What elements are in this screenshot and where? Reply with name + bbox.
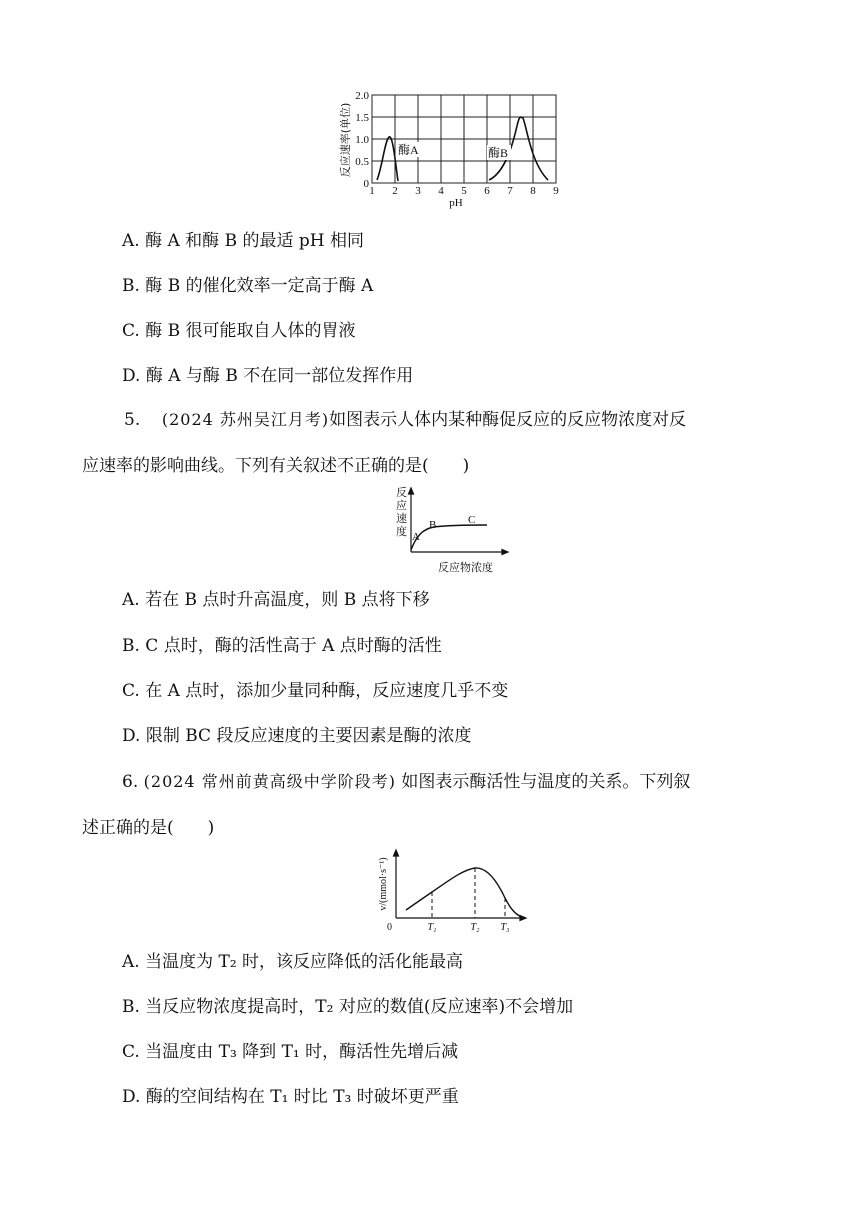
q4-option-c[interactable]: C. 酶 B 很可能取自人体的胃液	[122, 321, 356, 341]
x-tick-labels	[369, 185, 559, 197]
xtick: 9	[553, 185, 559, 197]
xtick: 4	[438, 185, 444, 197]
point-c-label: C	[468, 514, 476, 526]
t1-label: T₁	[427, 922, 437, 933]
q5-option-b[interactable]: B. C 点时，酶的活性高于 A 点时酶的活性	[122, 636, 442, 656]
q6-option-b[interactable]: B. 当反应物浓度提高时，T₂ 对应的数值(反应速率)不会增加	[122, 997, 574, 1017]
q5-option-d[interactable]: D. 限制 BC 段反应速度的主要因素是酶的浓度	[122, 726, 472, 746]
t3-label: T₃	[500, 922, 510, 933]
point-a-label: A	[412, 531, 420, 543]
t2-label: T₂	[470, 922, 480, 933]
xtick: 7	[507, 185, 513, 197]
q4-option-a[interactable]: A. 酶 A 和酶 B 的最适 pH 相同	[122, 231, 364, 251]
q5-number: 5.	[124, 410, 141, 430]
ytick: 1.5	[355, 112, 369, 124]
q6-option-d[interactable]: D. 酶的空间结构在 T₁ 时比 T₃ 时破坏更严重	[122, 1087, 459, 1107]
x-axis-label: 反应物浓度	[438, 562, 493, 574]
q5-source: (2024 苏州吴江月考)	[161, 410, 330, 429]
xtick: 3	[415, 185, 421, 197]
q4-option-d[interactable]: D. 酶 A 与酶 B 不在同一部位发挥作用	[122, 366, 414, 386]
xtick: 8	[530, 185, 536, 197]
figure-substrate-rate	[390, 482, 520, 578]
xtick: 5	[461, 185, 467, 197]
ylabel-char: 度	[396, 526, 407, 538]
figure-temperature-activity	[372, 846, 536, 934]
ylabel-char: 反	[396, 487, 407, 499]
figure-ph-rate	[334, 88, 570, 210]
xtick: 1	[369, 185, 375, 197]
y-axis-label: v/(mmol·s⁻¹)	[378, 857, 389, 911]
q4-option-b[interactable]: B. 酶 B 的催化效率一定高于酶 A	[122, 276, 374, 296]
q5-stem-line2: 应速率的影响曲线。下列有关叙述不正确的是( )	[82, 456, 470, 476]
q6-source: (2024 常州前黄高级中学阶段考)	[143, 772, 396, 791]
activity-curve	[406, 868, 522, 917]
ytick: 0.5	[355, 156, 369, 168]
ytick: 1.0	[355, 134, 369, 146]
ytick: 0	[363, 178, 369, 190]
ylabel-char: 速	[396, 513, 407, 525]
q6-option-c[interactable]: C. 当温度由 T₃ 降到 T₁ 时，酶活性先增后减	[122, 1042, 459, 1062]
q6-stem-line1	[122, 770, 690, 794]
rate-curve	[411, 525, 487, 550]
origin-label: 0	[387, 922, 392, 933]
y-tick-labels	[355, 90, 369, 190]
q5-option-a[interactable]: A. 若在 B 点时升高温度，则 B 点将下移	[122, 590, 430, 610]
q6-option-a[interactable]: A. 当温度为 T₂ 时，该反应降低的活化能最高	[122, 952, 464, 972]
label-enzyme-b: 酶B	[488, 146, 509, 160]
q6-stem-line2: 述正确的是( )	[82, 818, 215, 838]
xtick: 6	[484, 185, 490, 197]
q5-option-c[interactable]: C. 在 A 点时，添加少量同种酶，反应速度几乎不变	[122, 681, 509, 701]
q5-stem-line1	[124, 408, 686, 432]
q6-number: 6.	[122, 772, 139, 792]
ytick: 2.0	[355, 90, 369, 102]
q6-stem-text: 如图表示酶活性与温度的关系。下列叙	[401, 772, 691, 792]
x-axis-label: pH	[449, 197, 463, 209]
label-enzyme-a: 酶A	[398, 143, 419, 157]
ylabel-char: 应	[396, 500, 407, 512]
xtick: 2	[392, 185, 398, 197]
point-b-label: B	[429, 519, 437, 531]
y-axis-label: 反应速率(单位)	[339, 102, 352, 178]
q5-stem-text: 如图表示人体内某种酶促反应的反应物浓度对反	[329, 410, 687, 430]
